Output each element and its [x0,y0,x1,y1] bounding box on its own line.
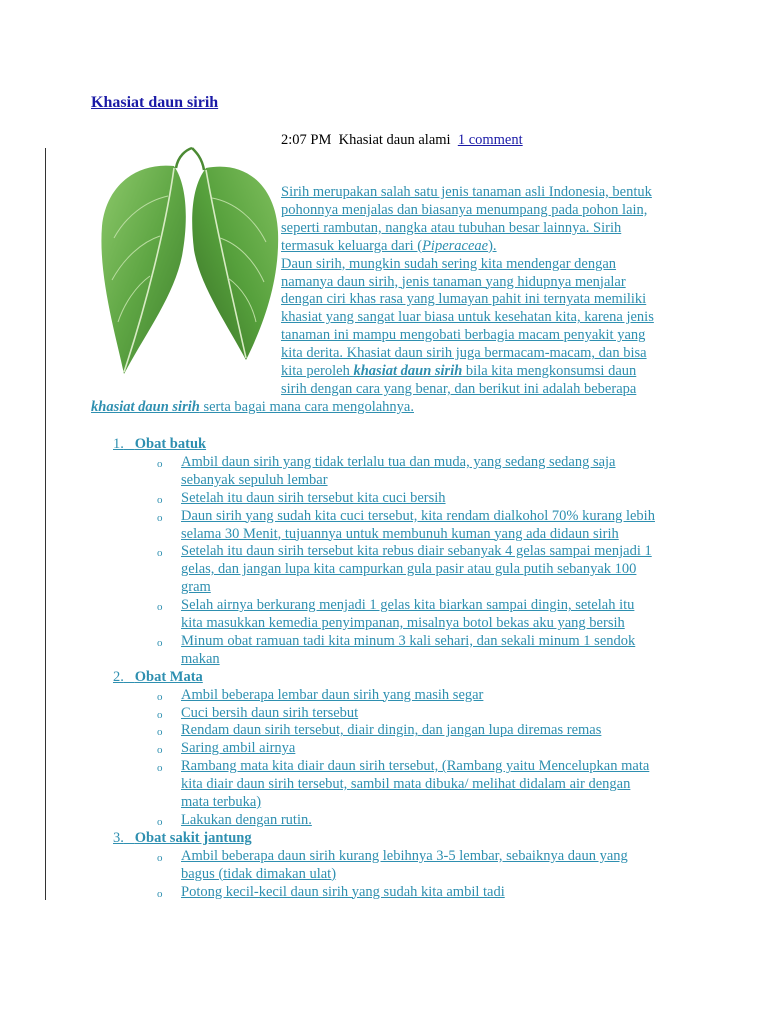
bullet-icon: o [157,726,163,739]
bullet-icon: o [157,457,163,470]
list-item-text: Rambang mata kita diair daun sirih tersebut, (Rambang yaitu Mencelupkan mata [181,758,650,775]
list-item-text: gelas, dan jangan lupa kita campurkan gula pasir atau gula putih sebanyak 100 [181,561,637,578]
intro-text: Daun sirih, mungkin sudah sering kita mendengar dengan [281,255,617,272]
remedy-heading-text: Obat sakit jantung [134,829,252,846]
bullet-icon: o [157,511,163,524]
bullet-icon: o [157,744,163,757]
list-item-text: Cuci bersih daun sirih tersebut [181,704,359,721]
list-item-line[interactable] [181,687,483,705]
list-item-line[interactable] [181,812,312,830]
intro-line[interactable] [281,274,626,292]
intro-text: dengan ciri khas rasa yang lumayan pahit ini ternyata memiliki [281,291,647,308]
bullet-icon: o [157,762,163,775]
list-item-line[interactable] [181,722,601,740]
list-item-text: Setelah itu daun sirih tersebut kita cuci bersih [181,489,446,506]
remedy-number: 3. [113,829,124,846]
list-item-text: mata terbuka) [181,794,262,810]
intro-text: khasiat daun sirih [91,398,200,415]
intro-line[interactable] [91,399,414,417]
intro-line[interactable] [281,381,636,399]
list-item-text: selama 30 Menit, tujuannya untuk membunuh kuman yang ada didaun sirih [181,525,619,542]
intro-line[interactable] [281,327,645,345]
betel-leaf-icon [96,146,282,380]
intro-text: serta bagai mana cara mengolahnya. [199,398,414,415]
intro-line[interactable] [281,184,652,202]
list-item-line[interactable] [181,454,615,472]
list-item-line[interactable] [181,597,634,615]
list-item-text: gram [181,579,211,596]
intro-line[interactable] [281,345,647,363]
list-item-line[interactable] [181,848,628,866]
remedy-heading-text: Obat Mata [134,668,203,685]
list-item-line[interactable] [181,561,636,579]
list-item-text: kita diair daun sirih tersebut, sambil mata dibuka/ melihat didalam air dengan [181,776,631,793]
post-category: Khasiat daun alami [338,132,451,148]
intro-text: bila kita mengkonsumsi daun [462,363,637,379]
list-item-text: bagus (tidak dimakan ulat) [181,865,337,882]
list-item-text: Ambil beberapa lembar daun sirih yang masih segar [181,686,484,703]
list-item-line[interactable] [181,633,635,651]
list-item-line[interactable] [181,543,652,561]
list-item-line[interactable] [181,579,211,597]
list-item-line[interactable] [181,526,619,544]
intro-text: Piperaceae [422,237,489,254]
list-item-text: Lakukan dengan rutin. [181,811,312,828]
spacer [124,436,135,452]
margin-rule [45,148,46,900]
intro-line[interactable] [281,256,616,274]
intro-text: sirih dengan cara yang benar, dan berikut ini adalah beberapa [281,380,637,397]
intro-line[interactable] [281,363,636,381]
intro-line[interactable] [281,202,647,220]
intro-text: ). [488,237,497,254]
remedy-heading[interactable] [113,436,206,454]
list-item-text: Daun sirih yang sudah kita cuci tersebut, kita rendam dialkohol 70% kurang lebih [181,507,655,524]
list-item-line[interactable] [181,472,328,490]
bullet-icon: o [157,887,163,900]
list-item-line[interactable] [181,651,220,669]
list-item-text: Saring ambil airnya [181,740,296,757]
comments-link[interactable]: 1 comment [457,132,523,148]
bullet-icon: o [157,815,163,828]
list-item-text: kita masukkan kemedia penyimpanan, misalnya botol bekas aku yang bersih [181,615,625,631]
remedy-number: 1. [113,436,124,452]
bullet-icon: o [157,851,163,864]
list-item-line[interactable] [181,776,630,794]
list-item-text: Potong kecil-kecil daun sirih yang sudah kita ambil tadi [181,883,505,900]
list-item-line[interactable] [181,705,358,723]
bullet-icon: o [157,547,163,560]
list-item-line[interactable] [181,866,336,884]
list-item-text: Ambil daun sirih yang tidak terlalu tua dan muda, yang sedang sedang saja [181,453,616,470]
bullet-icon: o [157,708,163,721]
list-item-text: Setelah itu daun sirih tersebut kita rebus diair sebanyak 4 gelas sampai menjadi 1 [181,543,652,560]
list-item-line[interactable] [181,758,649,776]
bullet-icon: o [157,636,163,649]
intro-text: seperti rambutan, nangka atau tubuhan besar lainnya. Sirih [281,219,622,236]
spacer [124,669,135,685]
list-item-line[interactable] [181,884,505,902]
remedy-number: 2. [113,668,124,685]
intro-text: khasiat yang sangat luar biasa untuk kesehatan kita, karena jenis [281,309,654,326]
intro-text: termasuk keluarga dari ( [281,237,423,254]
list-item-text: sebanyak sepuluh lembar [181,471,328,488]
intro-text: pohonnya menjalas dan biasanya menumpang pada pohon lain, [281,201,648,218]
list-item-text: Rendam daun sirih tersebut, diair dingin, dan jangan lupa diremas remas [181,722,602,739]
remedy-heading[interactable] [113,830,252,848]
list-item-text: Selah airnya berkurang menjadi 1 gelas kita biarkan sampai dingin, setelah itu [181,597,635,614]
post-title[interactable]: Khasiat daun sirih [91,94,219,111]
intro-line[interactable] [281,220,621,238]
list-item-text: Ambil beberapa daun sirih kurang lebihnya 3-5 lembar, sebaiknya daun yang [181,847,628,864]
spacer [124,830,135,846]
remedy-heading-text: Obat batuk [134,436,207,452]
intro-text: Sirih merupakan salah satu jenis tanaman asli Indonesia, bentuk [281,184,652,200]
intro-line[interactable] [281,309,654,327]
list-item-line[interactable] [181,740,295,758]
post-meta [281,132,523,149]
intro-line[interactable] [281,238,497,256]
bullet-icon: o [157,601,163,614]
list-item-text: Minum obat ramuan tadi kita minum 3 kali sehari, dan sekali minum 1 sendok [181,632,636,649]
post-time: 2:07 PM [281,132,332,148]
bullet-icon: o [157,690,163,703]
list-item-text: makan [181,650,220,667]
bullet-icon: o [157,493,163,506]
intro-text: khasiat daun sirih [353,363,463,379]
intro-text: tanaman ini mampu mengobati berbagia macam penyakit yang [281,327,646,344]
intro-text: kita derita. Khasiat daun sirih juga bermacam-macam, dan bisa [281,345,647,362]
list-item-line[interactable] [181,615,625,633]
remedy-heading[interactable] [113,669,203,687]
intro-text: namanya daun sirih, jenis tanaman yang hidupnya menjalar [281,273,626,290]
list-item-line[interactable] [181,490,446,508]
list-item-line[interactable] [181,794,261,812]
list-item-line[interactable] [181,508,655,526]
intro-line[interactable] [281,291,646,309]
intro-text: kita peroleh [281,363,354,379]
